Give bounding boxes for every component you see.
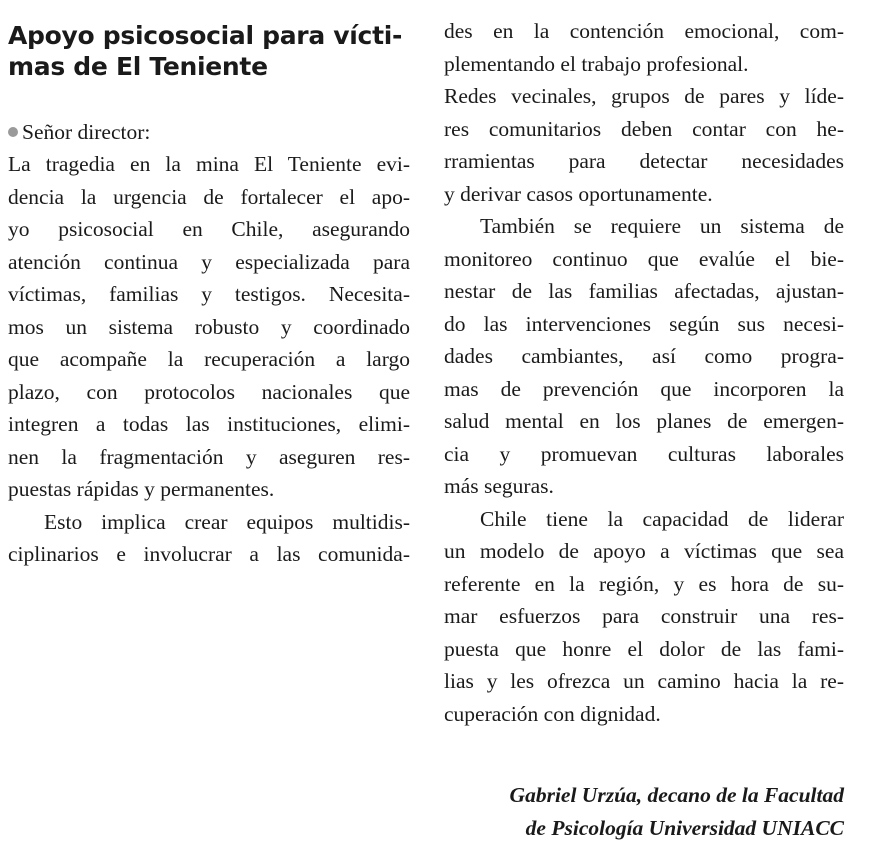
paragraph-1 (8, 148, 410, 506)
text-line: referente en la región, y es hora de su- (444, 571, 844, 596)
salutation (8, 116, 410, 148)
text-line: puesta que honre el dolor de las fami- (444, 636, 844, 661)
text-line: des en la contención emocional, com- (444, 19, 844, 43)
text-line: que acompañe la recuperación a largo (8, 347, 410, 371)
text-line: res comunitarios deben contar con he- (444, 116, 844, 141)
text-line: mos un sistema robusto y coordinado (8, 314, 410, 339)
text-line: mas de prevención que incorporen la (444, 376, 844, 401)
text-line: ciplinarios e involucrar a las comunida- (8, 542, 410, 566)
text-line: Redes vecinales, grupos de pares y líde- (444, 84, 844, 108)
left-column (8, 0, 410, 571)
text-line: y derivar casos oportunamente. (444, 181, 713, 206)
right-column (444, 0, 844, 845)
text-line: más seguras. (444, 474, 554, 498)
signature-line: Gabriel Urzúa, decano de la Facultad (509, 783, 844, 807)
bullet-icon (8, 127, 18, 137)
text-line: salud mental en los planes de emergen- (444, 409, 844, 433)
text-line: dencia la urgencia de fortalecer el apo- (8, 184, 410, 209)
text-line: plazo, con protocolos nacionales que (8, 379, 410, 404)
paragraph-3 (444, 15, 844, 210)
headline-line: Apoyo psicosocial para vícti- (8, 21, 403, 50)
text-line: La tragedia en la mina El Teniente evi- (8, 152, 410, 176)
text-line: Esto implica crear equipos multidis- (44, 509, 410, 534)
headline-line: mas de El Teniente (8, 52, 268, 81)
paragraph-4 (444, 210, 844, 503)
signature-line: de Psicología Universidad UNIACC (525, 816, 844, 840)
headline (8, 20, 410, 82)
text-line: lias y les ofrezca un camino hacia la re- (444, 669, 844, 693)
text-line: También se requiere un sistema de (480, 214, 844, 238)
text-line: do las intervenciones según sus necesi- (444, 311, 844, 336)
text-line: nestar de las familias afectadas, ajustan- (444, 279, 844, 303)
signature (444, 779, 844, 845)
text-line: cuperación con dignidad. (444, 701, 661, 726)
paragraph-2 (8, 506, 410, 571)
text-line: integren a todas las instituciones, elimi- (8, 412, 410, 436)
text-line: atención continua y especializada para (8, 249, 410, 274)
text-line: mar esfuerzos para construir una res- (444, 604, 844, 628)
paragraph-5 (444, 503, 844, 731)
text-line: puestas rápidas y permanentes. (8, 477, 275, 501)
text-line: Chile tiene la capacidad de liderar (480, 506, 844, 531)
text-line: víctimas, familias y testigos. Necesita- (8, 282, 410, 306)
text-line: plementando el trabajo profesional. (444, 51, 749, 76)
text-line: rramientas para detectar necesidades (444, 149, 844, 173)
text-line: monitoreo continuo que evalúe el bie- (444, 246, 844, 271)
text-line: dades cambiantes, así como progra- (444, 344, 844, 368)
salutation-text: Señor director: (22, 120, 151, 144)
text-line: cia y promuevan culturas laborales (444, 441, 844, 466)
text-line: yo psicosocial en Chile, asegurando (8, 217, 410, 241)
text-line: nen la fragmentación y aseguren res- (8, 444, 410, 469)
text-line: un modelo de apoyo a víctimas que sea (444, 539, 844, 563)
